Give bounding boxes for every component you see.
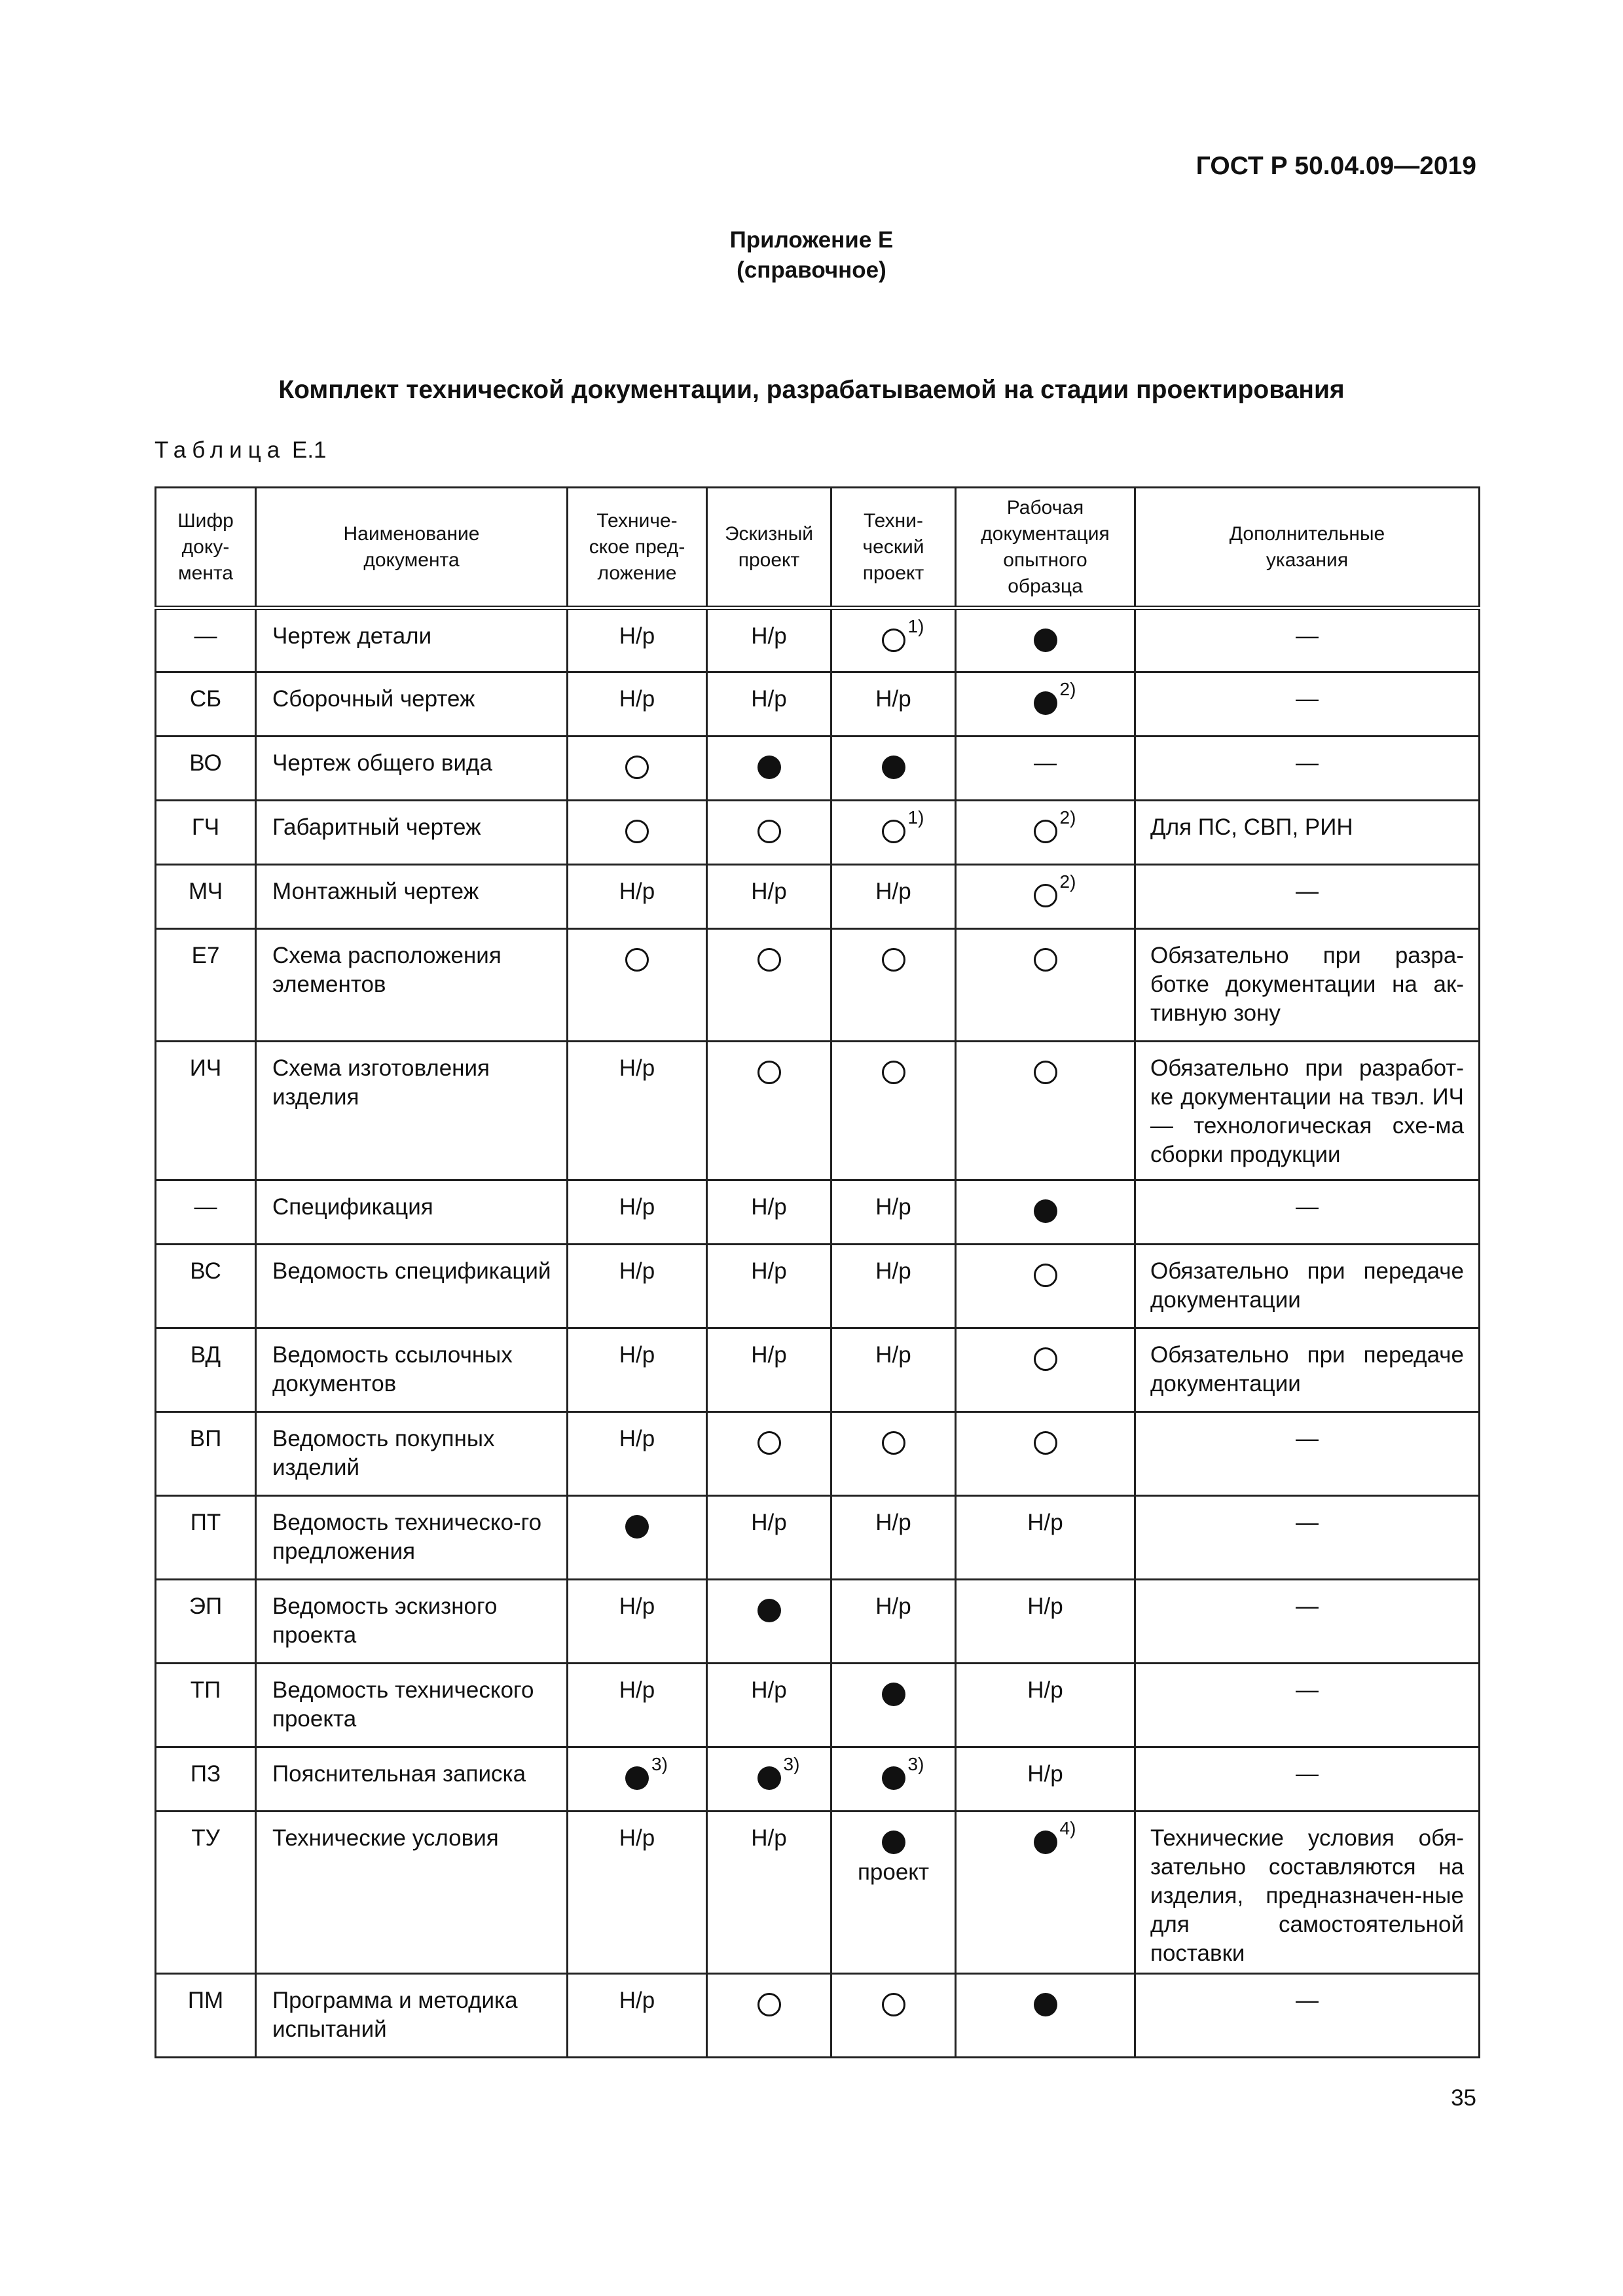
- filled-circle-icon: [757, 1766, 781, 1790]
- cell-code: ТП: [156, 1664, 256, 1747]
- open-circle-mark: [623, 813, 651, 842]
- cell-name: Ведомость технического проекта: [256, 1664, 568, 1747]
- header-name: Наименование документа: [256, 488, 568, 608]
- open-circle-mark: [1031, 941, 1060, 970]
- cell-text: Н/р: [751, 686, 787, 712]
- filled-circle-mark: [879, 1824, 908, 1853]
- standard-designation: ГОСТ Р 50.04.09—2019: [1195, 152, 1476, 180]
- cell-name: Программа и методика испытаний: [256, 1974, 568, 2058]
- cell-name: Ведомость техническо-го предложения: [256, 1496, 568, 1580]
- cell-text: Н/р: [1027, 1761, 1063, 1787]
- cell-tech-proposal: [568, 1245, 707, 1328]
- mark-caption: проект: [857, 1859, 930, 1885]
- cell-tech-proposal: [568, 1328, 707, 1412]
- cell-working: [956, 801, 1135, 865]
- footnote-ref: 3): [783, 1754, 800, 1774]
- filled-circle-mark: [755, 1754, 800, 1789]
- cell-name: Ведомость эскизного проекта: [256, 1580, 568, 1664]
- table-row: [156, 1812, 1480, 1974]
- filled-circle-icon: [1034, 691, 1057, 715]
- filled-circle-icon: [757, 756, 781, 779]
- cell-sketch: [707, 1812, 831, 1974]
- cell-text: Н/р: [875, 1510, 911, 1535]
- cell-text: Н/р: [1027, 1594, 1063, 1619]
- cell-tech-project: [831, 1812, 956, 1974]
- open-circle-mark: [879, 1425, 908, 1453]
- open-circle-icon: [1034, 1431, 1057, 1455]
- cell-sketch: [707, 1496, 831, 1580]
- cell-name: Ведомость ссылочных документов: [256, 1328, 568, 1412]
- table-row: [156, 1328, 1480, 1412]
- open-circle-icon: [757, 948, 781, 972]
- appendix-kind: (справочное): [737, 257, 886, 283]
- filled-circle-icon: [882, 1766, 905, 1790]
- open-circle-mark: [1031, 807, 1076, 842]
- open-circle-icon: [882, 1431, 905, 1455]
- open-circle-mark: [755, 1425, 784, 1453]
- footnote-ref: 3): [907, 1754, 924, 1774]
- cell-notes: Технические условия обя-зательно составляются на изделия, предназначен-ные для самостоятельной поставки: [1135, 1812, 1480, 1974]
- open-circle-mark: [1031, 871, 1076, 906]
- open-circle-icon: [882, 820, 905, 843]
- cell-notes: —: [1135, 672, 1480, 737]
- cell-sketch: [707, 608, 831, 672]
- cell-text: Н/р: [751, 1825, 787, 1851]
- table-row: [156, 1042, 1480, 1180]
- cell-working: [956, 1412, 1135, 1496]
- cell-tech-proposal: [568, 1664, 707, 1747]
- filled-circle-icon: [1034, 1993, 1057, 2016]
- open-circle-mark: [879, 807, 924, 842]
- cell-sketch: [707, 1747, 831, 1812]
- cell-text: Н/р: [751, 1510, 787, 1535]
- footnote-ref: 2): [1059, 679, 1076, 699]
- cell-working: [956, 1180, 1135, 1245]
- cell-text: Н/р: [619, 1825, 655, 1851]
- cell-sketch: [707, 801, 831, 865]
- open-circle-mark: [755, 1986, 784, 2015]
- filled-circle-mark: [755, 749, 784, 778]
- cell-notes: Обязательно при разработ-ке документации на твэл. ИЧ — технологическая схе-ма сборки продукции: [1135, 1042, 1480, 1180]
- cell-text: Н/р: [619, 1342, 655, 1368]
- appendix-heading: [0, 225, 1623, 285]
- cell-text: Н/р: [619, 623, 655, 649]
- cell-text: Н/р: [619, 1194, 655, 1220]
- filled-circle-icon: [1034, 629, 1057, 652]
- open-circle-mark: [623, 941, 651, 970]
- cell-sketch: [707, 1412, 831, 1496]
- open-circle-icon: [625, 756, 649, 779]
- cell-text: Н/р: [619, 1594, 655, 1619]
- cell-tech-project: [831, 1580, 956, 1664]
- cell-text: Н/р: [619, 1055, 655, 1081]
- filled-circle-icon: [625, 1766, 649, 1790]
- filled-circle-icon: [882, 1831, 905, 1854]
- cell-sketch: [707, 1580, 831, 1664]
- cell-tech-project: [831, 1328, 956, 1412]
- cell-tech-project: [831, 1496, 956, 1580]
- filled-circle-icon: [625, 1515, 649, 1539]
- header-working: Рабочая документация опытного образца: [956, 488, 1135, 608]
- open-circle-mark: [755, 813, 784, 842]
- cell-notes: —: [1135, 865, 1480, 929]
- cell-working: [956, 608, 1135, 672]
- table-row: [156, 1412, 1480, 1496]
- filled-circle-icon: [882, 756, 905, 779]
- open-circle-icon: [625, 820, 649, 843]
- cell-working: [956, 737, 1135, 801]
- cell-tech-proposal: [568, 1747, 707, 1812]
- cell-notes: —: [1135, 608, 1480, 672]
- cell-sketch: [707, 672, 831, 737]
- cell-text: Н/р: [619, 1677, 655, 1703]
- cell-name: Монтажный чертеж: [256, 865, 568, 929]
- cell-sketch: [707, 1245, 831, 1328]
- cell-name: Схема изготовления изделия: [256, 1042, 568, 1180]
- table-row: [156, 1664, 1480, 1747]
- cell-tech-project: [831, 865, 956, 929]
- header-code: Шифр доку-мента: [156, 488, 256, 608]
- filled-circle-mark: [1031, 1986, 1060, 2015]
- open-circle-icon: [1034, 1347, 1057, 1371]
- open-circle-mark: [755, 941, 784, 970]
- cell-sketch: [707, 1664, 831, 1747]
- table-label-word: Таблица: [155, 437, 286, 463]
- cell-text: Н/р: [875, 1194, 911, 1220]
- cell-tech-project: [831, 608, 956, 672]
- cell-code: ИЧ: [156, 1042, 256, 1180]
- cell-sketch: [707, 1180, 831, 1245]
- cell-name: Пояснительная записка: [256, 1747, 568, 1812]
- cell-notes: —: [1135, 1412, 1480, 1496]
- cell-notes: —: [1135, 1496, 1480, 1580]
- open-circle-mark: [879, 1054, 908, 1083]
- open-circle-icon: [882, 1993, 905, 2016]
- cell-tech-project: [831, 737, 956, 801]
- table-row: [156, 672, 1480, 737]
- cell-tech-proposal: [568, 608, 707, 672]
- open-circle-mark: [1031, 1425, 1060, 1453]
- table-row: [156, 1747, 1480, 1812]
- cell-name: Ведомость спецификаций: [256, 1245, 568, 1328]
- cell-notes: —: [1135, 1580, 1480, 1664]
- open-circle-mark: [1031, 1341, 1060, 1370]
- footnote-ref: 2): [1059, 871, 1076, 892]
- table-row: [156, 929, 1480, 1042]
- filled-circle-mark: [879, 1676, 908, 1705]
- cell-notes: Обязательно при разра-ботке документации на ак-тивную зону: [1135, 929, 1480, 1042]
- cell-name: Схема расположения элементов: [256, 929, 568, 1042]
- cell-notes: —: [1135, 1747, 1480, 1812]
- open-circle-icon: [757, 1431, 781, 1455]
- cell-name: Габаритный чертеж: [256, 801, 568, 865]
- filled-circle-icon: [1034, 1199, 1057, 1223]
- cell-code: ГЧ: [156, 801, 256, 865]
- cell-working: [956, 1580, 1135, 1664]
- cell-sketch: [707, 929, 831, 1042]
- header-sketch: Эскизный проект: [707, 488, 831, 608]
- cell-code: ПЗ: [156, 1747, 256, 1812]
- table-row: [156, 865, 1480, 929]
- cell-working: [956, 1042, 1135, 1180]
- cell-code: Е7: [156, 929, 256, 1042]
- cell-tech-proposal: [568, 1580, 707, 1664]
- table-row: [156, 1180, 1480, 1245]
- cell-text: Н/р: [619, 879, 655, 904]
- cell-sketch: [707, 1974, 831, 2058]
- cell-code: МЧ: [156, 865, 256, 929]
- filled-circle-mark: [879, 1754, 924, 1789]
- open-circle-mark: [1031, 1257, 1060, 1286]
- table-header-row: [156, 488, 1480, 608]
- cell-tech-proposal: [568, 1812, 707, 1974]
- open-circle-icon: [882, 629, 905, 652]
- cell-text: Н/р: [619, 1426, 655, 1451]
- cell-working: [956, 1812, 1135, 1974]
- open-circle-mark: [1031, 1054, 1060, 1083]
- cell-text: Н/р: [875, 1258, 911, 1284]
- table-label-number: Е.1: [291, 437, 327, 463]
- cell-notes: —: [1135, 1180, 1480, 1245]
- cell-code: ВП: [156, 1412, 256, 1496]
- cell-tech-proposal: [568, 672, 707, 737]
- cell-text: Н/р: [1027, 1510, 1063, 1535]
- cell-text: Н/р: [1027, 1677, 1063, 1703]
- cell-name: Сборочный чертеж: [256, 672, 568, 737]
- cell-text: Н/р: [751, 1677, 787, 1703]
- table-row: [156, 801, 1480, 865]
- filled-circle-mark: [879, 749, 908, 778]
- cell-notes: Обязательно при передаче документации: [1135, 1328, 1480, 1412]
- table-body: [156, 608, 1480, 2058]
- filled-circle-mark: [1031, 1193, 1060, 1222]
- cell-notes: —: [1135, 737, 1480, 801]
- cell-working: [956, 929, 1135, 1042]
- cell-name: Чертеж общего вида: [256, 737, 568, 801]
- filled-circle-mark: [1031, 1818, 1076, 1853]
- open-circle-mark: [755, 1054, 784, 1083]
- cell-tech-project: [831, 1042, 956, 1180]
- cell-code: ПМ: [156, 1974, 256, 2058]
- cell-name: Спецификация: [256, 1180, 568, 1245]
- footnote-ref: 4): [1059, 1818, 1076, 1838]
- table-row: [156, 1245, 1480, 1328]
- table-row: [156, 737, 1480, 801]
- cell-working: [956, 865, 1135, 929]
- cell-working: [956, 1747, 1135, 1812]
- open-circle-mark: [879, 1986, 908, 2015]
- cell-notes: —: [1135, 1664, 1480, 1747]
- footnote-ref: 1): [907, 616, 924, 636]
- open-circle-icon: [882, 948, 905, 972]
- cell-sketch: [707, 1328, 831, 1412]
- cell-working: [956, 1664, 1135, 1747]
- cell-text: Н/р: [619, 1988, 655, 2013]
- filled-circle-icon: [1034, 1831, 1057, 1854]
- footnote-ref: 2): [1059, 807, 1076, 828]
- open-circle-icon: [1034, 1264, 1057, 1287]
- open-circle-mark: [879, 941, 908, 970]
- cell-code: ПТ: [156, 1496, 256, 1580]
- table-row: [156, 608, 1480, 672]
- cell-text: Н/р: [875, 1594, 911, 1619]
- cell-code: ЭП: [156, 1580, 256, 1664]
- cell-tech-proposal: [568, 865, 707, 929]
- cell-notes: —: [1135, 1974, 1480, 2058]
- filled-circle-mark: [755, 1592, 784, 1621]
- cell-text: Н/р: [751, 623, 787, 649]
- cell-code: —: [156, 608, 256, 672]
- cell-text: Н/р: [751, 879, 787, 904]
- table-row: [156, 1580, 1480, 1664]
- open-circle-icon: [757, 1061, 781, 1084]
- table-row: [156, 1974, 1480, 2058]
- cell-tech-proposal: [568, 1496, 707, 1580]
- filled-circle-icon: [757, 1599, 781, 1622]
- cell-tech-project: [831, 929, 956, 1042]
- cell-working: [956, 1245, 1135, 1328]
- cell-tech-project: [831, 801, 956, 865]
- cell-tech-project: [831, 1747, 956, 1812]
- cell-working: [956, 1328, 1135, 1412]
- cell-tech-proposal: [568, 1180, 707, 1245]
- cell-name: Ведомость покупных изделий: [256, 1412, 568, 1496]
- cell-tech-project: [831, 672, 956, 737]
- cell-text: Н/р: [751, 1342, 787, 1368]
- filled-circle-mark: [1031, 622, 1060, 651]
- cell-notes: Для ПС, СВП, РИН: [1135, 801, 1480, 865]
- cell-code: —: [156, 1180, 256, 1245]
- footnote-ref: 3): [651, 1754, 668, 1774]
- table-label: [155, 437, 327, 464]
- cell-code: ВД: [156, 1328, 256, 1412]
- open-circle-icon: [625, 948, 649, 972]
- table-row: [156, 1496, 1480, 1580]
- open-circle-icon: [1034, 884, 1057, 907]
- open-circle-mark: [623, 749, 651, 778]
- cell-working: [956, 1974, 1135, 2058]
- cell-tech-project: [831, 1245, 956, 1328]
- cell-text: Н/р: [875, 686, 911, 712]
- footnote-ref: 1): [907, 807, 924, 828]
- cell-sketch: [707, 1042, 831, 1180]
- cell-tech-project: [831, 1974, 956, 2058]
- cell-tech-proposal: [568, 1042, 707, 1180]
- cell-working: [956, 672, 1135, 737]
- document-title: Комплект технической документации, разрабатываемой на стадии проектирования: [278, 376, 1345, 404]
- documentation-table: [155, 486, 1480, 2058]
- cell-text: Н/р: [619, 686, 655, 712]
- cell-sketch: [707, 865, 831, 929]
- header-tech-project: Техни-ческий проект: [831, 488, 956, 608]
- cell-text: Н/р: [751, 1194, 787, 1220]
- filled-circle-mark: [1031, 679, 1076, 714]
- cell-tech-proposal: [568, 737, 707, 801]
- cell-tech-project: [831, 1412, 956, 1496]
- cell-code: СБ: [156, 672, 256, 737]
- open-circle-icon: [757, 820, 781, 843]
- cell-text: Н/р: [619, 1258, 655, 1284]
- cell-tech-proposal: [568, 1974, 707, 2058]
- cell-code: ВО: [156, 737, 256, 801]
- cell-text: Н/р: [751, 1258, 787, 1284]
- cell-code: ВС: [156, 1245, 256, 1328]
- cell-name: Чертеж детали: [256, 608, 568, 672]
- open-circle-icon: [1034, 1061, 1057, 1084]
- open-circle-icon: [882, 1061, 905, 1084]
- cell-tech-proposal: [568, 929, 707, 1042]
- cell-code: ТУ: [156, 1812, 256, 1974]
- cell-text: —: [1034, 750, 1057, 776]
- cell-tech-project: [831, 1664, 956, 1747]
- header-notes: Дополнительные указания: [1135, 488, 1480, 608]
- cell-text: Н/р: [875, 879, 911, 904]
- cell-tech-project: [831, 1180, 956, 1245]
- filled-circle-icon: [882, 1683, 905, 1706]
- cell-sketch: [707, 737, 831, 801]
- filled-circle-mark: [623, 1508, 651, 1537]
- page-number: 35: [1451, 2085, 1476, 2111]
- cell-text: Н/р: [875, 1342, 911, 1368]
- cell-name: Технические условия: [256, 1812, 568, 1974]
- filled-circle-mark: [623, 1754, 668, 1789]
- header-tech-proposal: Техниче-ское пред-ложение: [568, 488, 707, 608]
- open-circle-icon: [757, 1993, 781, 2016]
- cell-tech-proposal: [568, 801, 707, 865]
- appendix-title: Приложение Е: [729, 227, 894, 253]
- cell-tech-proposal: [568, 1412, 707, 1496]
- open-circle-mark: [879, 616, 924, 651]
- cell-notes: Обязательно при передаче документации: [1135, 1245, 1480, 1328]
- open-circle-icon: [1034, 948, 1057, 972]
- open-circle-icon: [1034, 820, 1057, 843]
- cell-working: [956, 1496, 1135, 1580]
